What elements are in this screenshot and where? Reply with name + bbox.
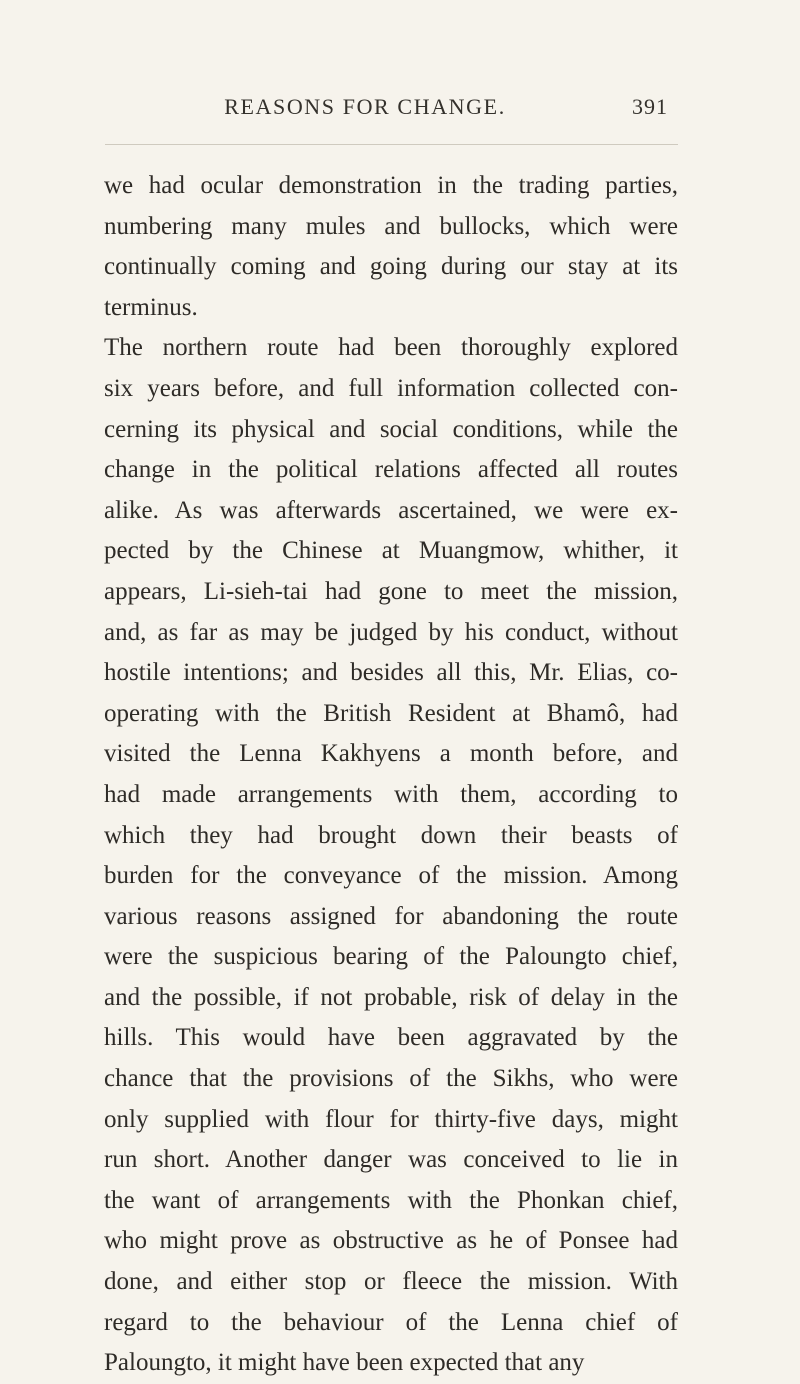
text-line: terminus.	[104, 293, 198, 321]
text-line: and the possible, if not probable, risk of delay in the	[104, 983, 678, 1011]
text-line: visited the Lenna Kakhyens a month before, and	[104, 740, 678, 768]
chapter-title: REASONS FOR CHANGE.	[224, 94, 506, 119]
header-rule	[105, 144, 678, 145]
text-line: alike. As was afterwards ascertained, we were ex-	[104, 496, 678, 524]
text-line: burden for the conveyance of the mission. Among	[104, 862, 678, 890]
text-line: Paloungto, it might have been expected that any	[104, 1349, 585, 1377]
page-number: 391	[632, 94, 668, 119]
text-line: had made arrangements with them, according to	[104, 780, 678, 808]
text-line: appears, Li-sieh-tai had gone to meet the mission,	[104, 577, 678, 605]
running-head	[62, 94, 668, 128]
text-line: run short. Another danger was conceived to lie in	[104, 1146, 678, 1174]
text-line: operating with the British Resident at Bhamô, had	[104, 699, 678, 727]
text-line: change in the political relations affected all routes	[104, 456, 678, 484]
text-line: and, as far as may be judged by his conduct, without	[104, 618, 678, 646]
text-line: various reasons assigned for abandoning the route	[104, 902, 678, 930]
text-line: were the suspicious bearing of the Paloungto chief,	[104, 943, 678, 971]
body-text	[104, 166, 678, 1384]
text-line: hills. This would have been aggravated by the	[104, 1024, 678, 1052]
text-line: the want of arrangements with the Phonkan chief,	[104, 1186, 678, 1214]
text-line: who might prove as obstructive as he of Ponsee had	[104, 1227, 678, 1255]
text-line: chance that the provisions of the Sikhs, who were	[104, 1065, 678, 1093]
text-line: six years before, and full information collected con-	[104, 374, 678, 402]
text-line: continually coming and going during our stay at its	[104, 253, 678, 281]
text-line: pected by the Chinese at Muangmow, whither, it	[104, 537, 678, 565]
text-line: we had ocular demonstration in the trading parties,	[104, 172, 678, 199]
text-line: regard to the behaviour of the Lenna chief of	[104, 1308, 678, 1336]
text-line: only supplied with flour for thirty-five days, might	[104, 1105, 678, 1133]
text-line: done, and either stop or fleece the mission. With	[104, 1268, 678, 1296]
text-line: numbering many mules and bullocks, which were	[104, 212, 678, 240]
text-line: cerning its physical and social conditions, while the	[104, 415, 678, 443]
text-line: hostile intentions; and besides all this, Mr. Elias, co-	[104, 659, 678, 687]
text-line: which they had brought down their beasts of	[104, 821, 678, 849]
text-line: The northern route had been thoroughly explored	[104, 334, 678, 362]
